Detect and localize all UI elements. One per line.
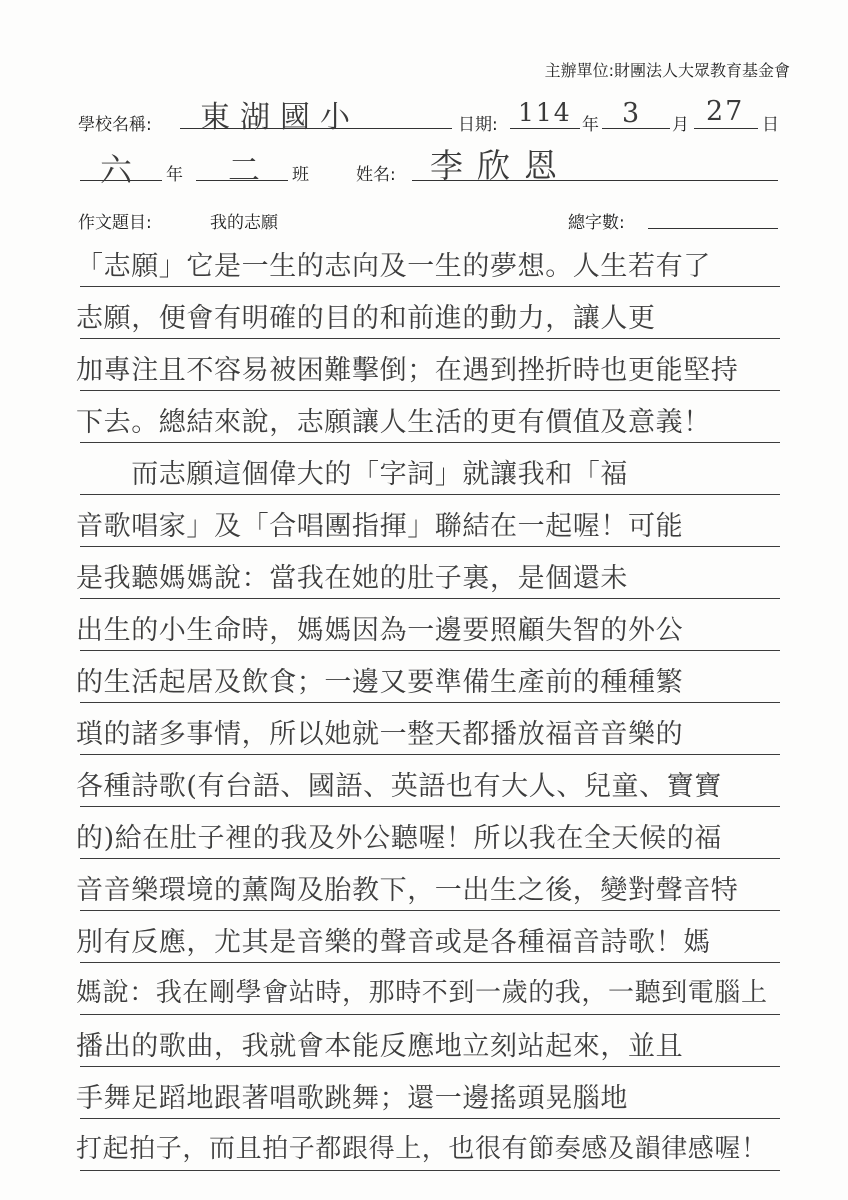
essay-line-10: 瑣的諸多事情，所以她就一整天都播放福音音樂的 <box>76 719 684 750</box>
essay-line-2: 志願，便會有明確的目的和前進的動力，讓人更 <box>76 303 656 334</box>
ruled-line <box>80 806 780 807</box>
essay-line-14: 別有反應，尤其是音樂的聲音或是各種福音詩歌！媽 <box>76 927 711 958</box>
school-value: 東湖國小 <box>200 100 360 135</box>
ruled-line <box>80 442 780 443</box>
ruled-line <box>80 910 780 911</box>
day-underline <box>694 128 758 129</box>
ruled-line <box>80 702 780 703</box>
ruled-line <box>80 1066 780 1067</box>
ruled-line <box>80 1118 780 1119</box>
essay-line-13: 音音樂環境的薰陶及胎教下，一出生之後，變對聲音特 <box>76 875 739 906</box>
grade-unit: 年 <box>166 165 183 185</box>
day-unit: 日 <box>762 115 779 135</box>
essay-line-18: 打起拍子，而且拍子都跟得上，也很有節奏感及韻律感喔！ <box>76 1134 768 1164</box>
date-month: 3 <box>622 98 642 129</box>
school-label: 學校名稱: <box>78 115 152 135</box>
ruled-line <box>80 1014 780 1015</box>
title-value: 我的志願 <box>210 213 278 233</box>
essay-line-15: 媽說：我在剛學會站時，那時不到一歲的我，一聽到電腦上 <box>76 978 768 1008</box>
essay-line-4: 下去。總結來說，志願讓人生活的更有價值及意義！ <box>76 407 711 438</box>
ruled-line <box>80 338 780 339</box>
essay-line-1: 「志願」它是一生的志向及一生的夢想。人生若有了 <box>76 251 711 282</box>
ruled-line <box>80 286 780 287</box>
class-value: 二 <box>228 151 263 189</box>
year-underline <box>510 128 580 129</box>
essay-line-12: 的)給在肚子裡的我及外公聽喔！所以我在全天候的福 <box>76 823 722 854</box>
essay-line-5: 而志願這個偉大的「字詞」就讓我和「福 <box>76 459 628 490</box>
ruled-line <box>80 1170 780 1171</box>
essay-line-9: 的生活起居及飲食；一邊又要準備生產前的種種繁 <box>76 667 684 698</box>
essay-line-6: 音歌唱家」及「合唱團指揮」聯結在一起喔！可能 <box>76 511 684 542</box>
ruled-line <box>80 546 780 547</box>
name-value: 李欣恩 <box>430 146 571 185</box>
title-label: 作文題目: <box>78 213 152 233</box>
essay-line-7: 是我聽媽媽說：當我在她的肚子裏，是個還未 <box>76 563 628 594</box>
class-unit: 班 <box>292 165 309 185</box>
grade-value: 六 <box>100 151 135 189</box>
ruled-line <box>80 754 780 755</box>
ruled-line <box>80 962 780 963</box>
essay-line-11: 各種詩歌(有台語、國語、英語也有大人、兒童、寶寶 <box>76 771 722 802</box>
organizer-label: 主辦單位:財團法人大眾教育基金會 <box>544 61 790 80</box>
date-label: 日期: <box>458 115 498 135</box>
date-day: 27 <box>706 96 745 127</box>
ruled-line <box>80 650 780 651</box>
wordcount-label: 總字數: <box>568 213 625 233</box>
month-unit: 月 <box>672 115 689 135</box>
date-year: 114 <box>518 98 572 127</box>
essay-line-17: 手舞足蹈地跟著唱歌跳舞；還一邊搖頭晃腦地 <box>76 1083 628 1114</box>
ruled-line <box>80 494 780 495</box>
essay-line-3: 加專注且不容易被困難擊倒；在遇到挫折時也更能堅持 <box>76 355 739 386</box>
year-unit: 年 <box>582 115 599 135</box>
wordcount-underline <box>648 228 778 229</box>
ruled-line <box>80 858 780 859</box>
name-label: 姓名: <box>356 165 396 185</box>
ruled-line <box>80 598 780 599</box>
essay-line-16: 播出的歌曲，我就會本能反應地立刻站起來，並且 <box>76 1031 684 1062</box>
ruled-line <box>80 390 780 391</box>
essay-line-8: 出生的小生命時，媽媽因為一邊要照顧失智的外公 <box>76 615 684 646</box>
